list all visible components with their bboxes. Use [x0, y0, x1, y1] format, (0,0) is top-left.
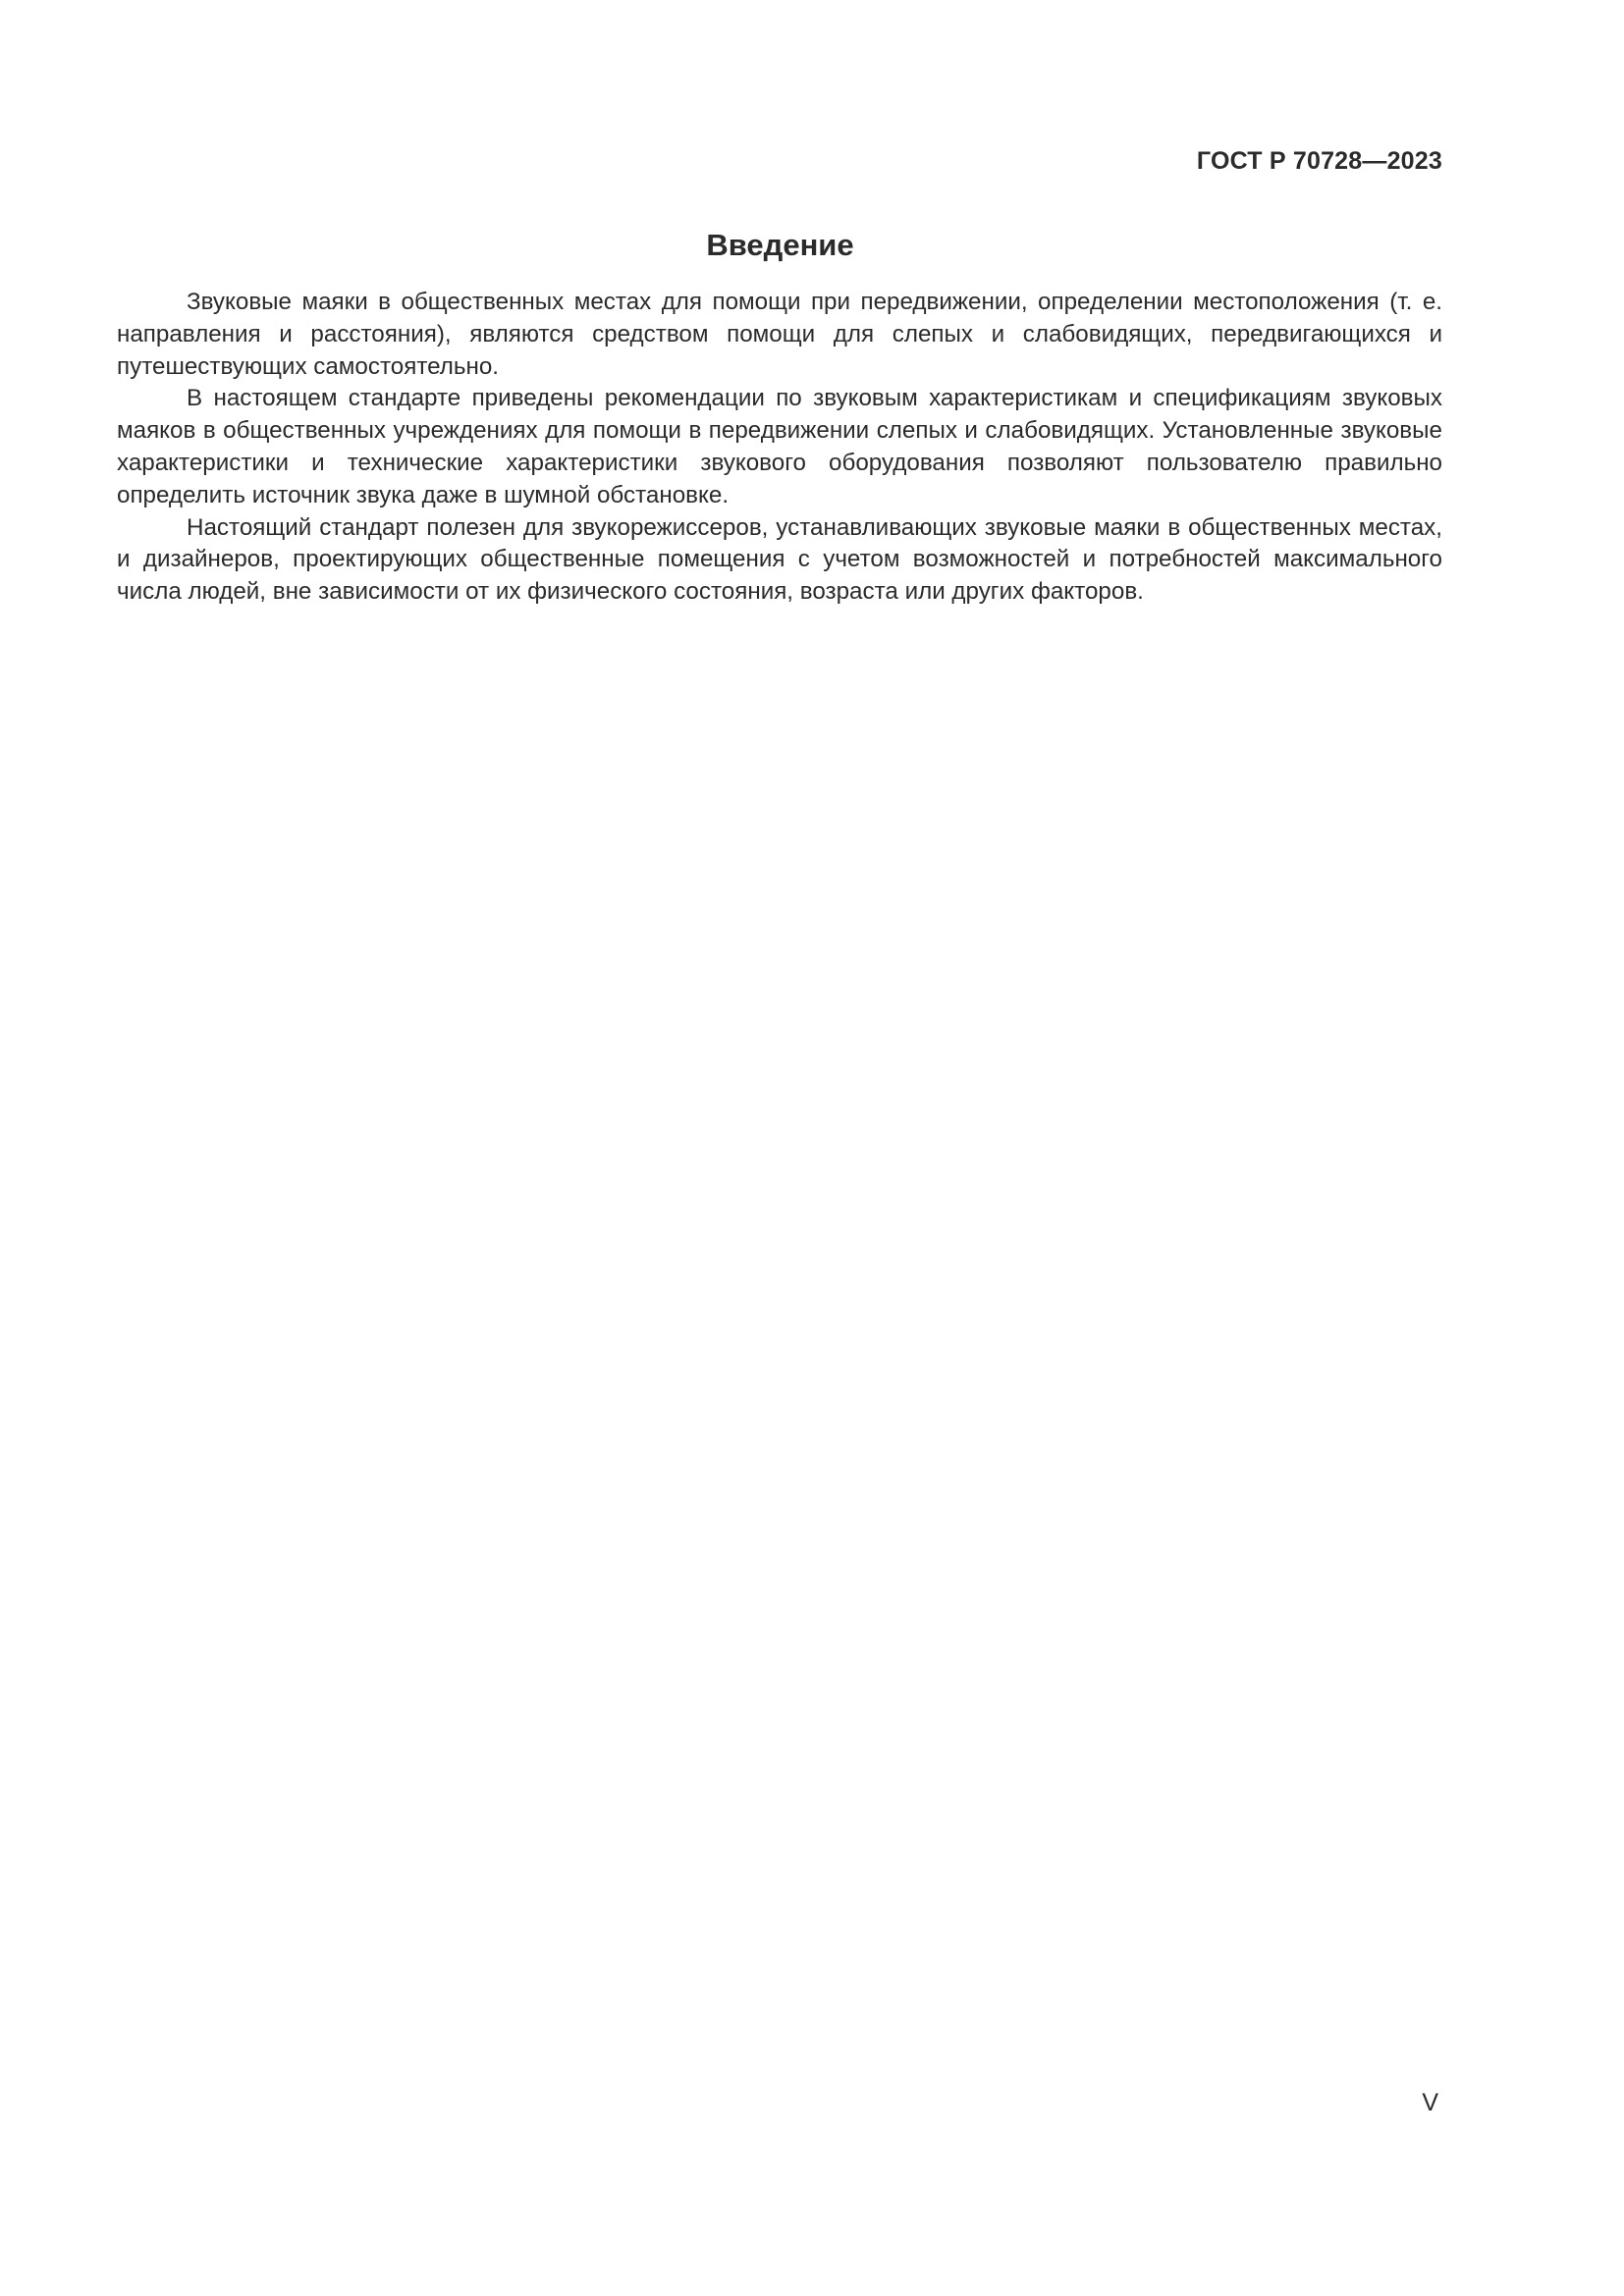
paragraph: Настоящий стандарт полезен для звукорежиссеров, устанавливающих звуковые маяки в общественных местах, и дизайнеров, проектирующих общественные помещения с учетом возможностей и потребностей максимального числа людей, вне зависимости от их физического состояния, возраста или других факторов.: [117, 513, 1442, 606]
section-title: Введение: [706, 228, 854, 262]
paragraph: Звуковые маяки в общественных местах для помощи при передвижении, определении местоположения (т. е. направления и расстояния), являются средством помощи для слепых и слабовидящих, передвигающихся и путешествующих самостоятельно.: [117, 289, 1442, 380]
document-code: ГОСТ Р 70728—2023: [1196, 147, 1442, 175]
page-number: V: [1422, 2089, 1438, 2116]
paragraph: В настоящем стандарте приведены рекомендации по звуковым характеристикам и спецификациям звуковых маяков в общественных учреждениях для помощи в передвижении слепых и слабовидящих. Установленные звуковые характеристики и технические характеристики звукового оборудования позволяют пользователю правильно определить источник звука даже в шумной обстановке.: [117, 385, 1442, 508]
introduction-body: [117, 287, 1442, 609]
